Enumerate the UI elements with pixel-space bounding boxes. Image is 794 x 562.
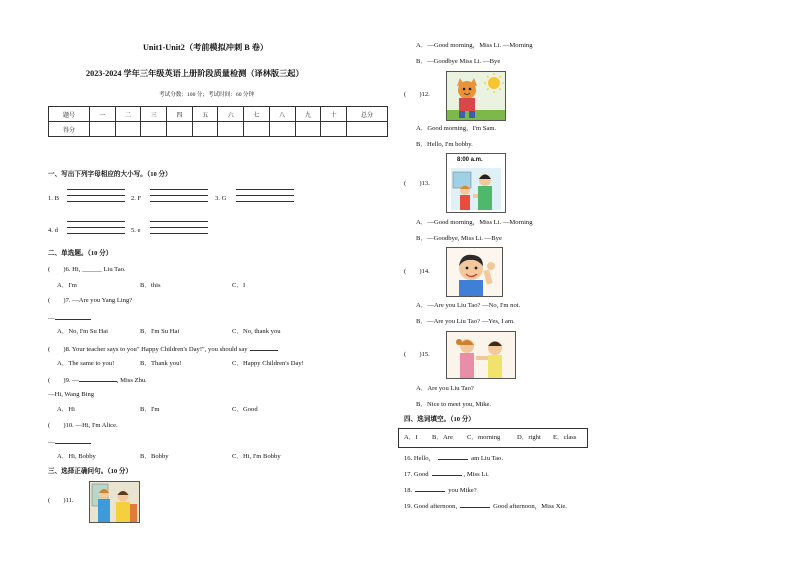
q11-picture [89, 481, 140, 523]
q6-option-c[interactable]: C．I [232, 282, 246, 289]
table-cell: 七 [244, 107, 270, 122]
q9-option-a[interactable]: A．Hi [57, 406, 75, 413]
q13-picture [446, 153, 506, 213]
q16-post: am Liu Tao. [471, 455, 503, 462]
question-13: ( )13. [404, 180, 430, 187]
question-8 [48, 344, 278, 354]
writing-lines-4[interactable] [67, 216, 125, 234]
score-cell[interactable] [167, 122, 193, 137]
q15-option-a[interactable]: A．Are you Liu Tao? [416, 385, 474, 392]
question-16 [404, 453, 503, 463]
q15-option-b[interactable]: B．Nice to meet you, Mike. [416, 401, 492, 408]
q7-answer-prefix: — [48, 315, 55, 322]
answer-blank[interactable] [460, 501, 490, 508]
answer-blank[interactable] [415, 485, 445, 492]
exam-info: 考试分数：100 分；考试时间：60 分钟 [159, 92, 255, 98]
score-cell[interactable] [244, 122, 270, 137]
table-cell: 一 [90, 107, 116, 122]
q7-option-a[interactable]: A．No, I'm Su Hai [57, 328, 109, 335]
q15-picture [446, 331, 516, 379]
letter-item-1: 1. B [48, 195, 59, 202]
table-cell: 九 [295, 107, 321, 122]
answer-blank[interactable] [79, 375, 117, 382]
score-cell[interactable] [192, 122, 218, 137]
q9-stem-prefix: ( )9. — [48, 377, 79, 384]
score-cell[interactable] [218, 122, 244, 137]
score-table-score-row [49, 122, 388, 137]
word-bank-item: E．class [553, 434, 577, 441]
table-cell: 八 [269, 107, 295, 122]
writing-lines-2[interactable] [150, 184, 208, 202]
cat-and-sun-illustration [447, 72, 505, 120]
letter-item-4: 4. d [48, 227, 58, 234]
score-cell[interactable] [347, 122, 388, 137]
q16-pre: 16. Hello， [404, 455, 436, 462]
two-children-illustration [447, 332, 515, 378]
letter-item-5: 5. e [131, 227, 141, 234]
score-table [48, 106, 388, 137]
clock-time-label: 8:00 a.m. [457, 157, 483, 163]
q10-option-c[interactable]: C．Hi, I'm Bobby [232, 453, 281, 460]
question-10: ( )10. —Hi, I'm Alice. [48, 422, 118, 429]
q12-picture [446, 71, 506, 121]
question-15: ( )15. [404, 351, 430, 358]
answer-blank[interactable] [432, 469, 462, 476]
morning-greeting-illustration [447, 154, 505, 212]
question-11: ( )11. [48, 497, 74, 504]
q8-option-c[interactable]: C．Happy Children's Day! [232, 360, 304, 367]
section4-title: 四、选词填空。（10 分） [404, 416, 475, 423]
word-bank-item: A．I [404, 434, 418, 441]
q7-answer-line[interactable] [48, 313, 91, 323]
q13-option-b[interactable]: B．—Goodbye, Miss Li. —Bye [416, 235, 502, 242]
q14-option-b[interactable]: B．—Are you Liu Tao? —Yes, I am. [416, 318, 515, 325]
exam-subtitle: 2023-2024 学年三年级英语上册阶段质量检测（译林版三起） [86, 69, 304, 78]
score-cell[interactable] [321, 122, 347, 137]
q9-stem-suffix: , Miss Zhu. [116, 377, 147, 384]
q14-option-a[interactable]: A．—Are you Liu Tao? —No, I'm not. [416, 302, 521, 309]
q18-pre: 18. [404, 487, 413, 494]
table-cell: 得分 [49, 122, 90, 137]
q17-pre: 17. Good [404, 471, 429, 478]
section3-title: 三、选择正确问句。（10 分） [48, 468, 133, 475]
table-cell: 五 [192, 107, 218, 122]
q8-option-b[interactable]: B．Thank you! [140, 360, 182, 367]
q12-option-a[interactable]: A．Good morning，I'm Sam. [416, 125, 497, 132]
table-cell: 六 [218, 107, 244, 122]
q6-option-b[interactable]: B．this [140, 282, 161, 289]
answer-blank[interactable] [55, 313, 91, 320]
word-bank-item: B．Are [432, 434, 453, 441]
answer-blank[interactable] [250, 344, 278, 351]
q7-option-c[interactable]: C．No, thank you [232, 328, 281, 335]
question-19 [404, 501, 567, 511]
writing-lines-3[interactable] [236, 184, 294, 202]
question-6: ( )6. Hi, ______ Liu Tao. [48, 266, 126, 273]
q8-stem: ( )8. Your teacher says to you" Happy Children's Day!", you should say [48, 346, 248, 353]
score-cell[interactable] [295, 122, 321, 137]
q10-answer-prefix: — [48, 439, 55, 446]
word-bank-box [398, 428, 588, 448]
question-17 [404, 469, 489, 479]
q8-option-a[interactable]: A．The same to you! [57, 360, 115, 367]
section1-title: 一、写出下列字母相应的大小写。（10 分） [48, 171, 172, 178]
q10-option-a[interactable]: A．Hi, Bobby [57, 453, 96, 460]
word-bank-item: D．right [517, 434, 541, 441]
score-cell[interactable] [90, 122, 116, 137]
q19-post: Good afternoon，Miss Xie. [493, 503, 567, 510]
question-18 [404, 485, 477, 495]
score-cell[interactable] [269, 122, 295, 137]
letter-item-3: 3. G [215, 195, 227, 202]
exam-title: Unit1-Unit2（考前模拟冲刺 B 卷） [143, 43, 269, 52]
letter-item-2: 2. F [131, 195, 142, 202]
score-cell[interactable] [141, 122, 167, 137]
writing-lines-5[interactable] [150, 216, 208, 234]
table-cell: 题号 [49, 107, 90, 122]
q18-post: you Mike? [448, 487, 477, 494]
q9-option-c[interactable]: C．Good [232, 406, 258, 413]
q13-option-a[interactable]: A．—Good morning，Miss Li. —Morning [416, 219, 533, 226]
teacher-greeting-illustration [90, 482, 139, 522]
q10-answer-line[interactable] [48, 437, 91, 447]
q6-option-a[interactable]: A．I'm [57, 282, 77, 289]
table-cell: 三 [141, 107, 167, 122]
q10-option-b[interactable]: B．Bobby [140, 453, 169, 460]
writing-lines-1[interactable] [67, 184, 125, 202]
word-bank-item: C．morning [467, 434, 501, 441]
q17-post: , Miss Li. [463, 471, 489, 478]
q9-option-b[interactable]: B．I'm [140, 406, 160, 413]
q14-picture [446, 247, 503, 297]
answer-blank[interactable] [438, 453, 468, 460]
table-cell: 十 [321, 107, 347, 122]
table-cell: 总分 [347, 107, 388, 122]
q7-option-b[interactable]: B．I'm Su Hai [140, 328, 180, 335]
question-7: ( )7. —Are you Yang Ling? [48, 297, 133, 304]
question-14: ( )14. [404, 268, 430, 275]
q11-option-b[interactable]: B．—Goodbye Miss Li. —Bye [416, 58, 501, 65]
score-cell[interactable] [115, 122, 141, 137]
question-12: ( )12. [404, 91, 430, 98]
q9-reply: —Hi, Wang Bing [48, 391, 95, 398]
q12-option-b[interactable]: B．Hello, I'm bobby. [416, 141, 473, 148]
answer-blank[interactable] [55, 437, 91, 444]
table-cell: 四 [167, 107, 193, 122]
q19-pre: 19. Good afternoon, [404, 503, 458, 510]
q11-option-a[interactable]: A．—Good morning，Miss Li. —Morning [416, 42, 533, 49]
boy-waving-illustration [447, 248, 502, 296]
section2-title: 二、单选题。（10 分） [48, 250, 113, 257]
score-table-header-row [49, 107, 388, 122]
question-9 [48, 375, 147, 385]
table-cell: 二 [115, 107, 141, 122]
